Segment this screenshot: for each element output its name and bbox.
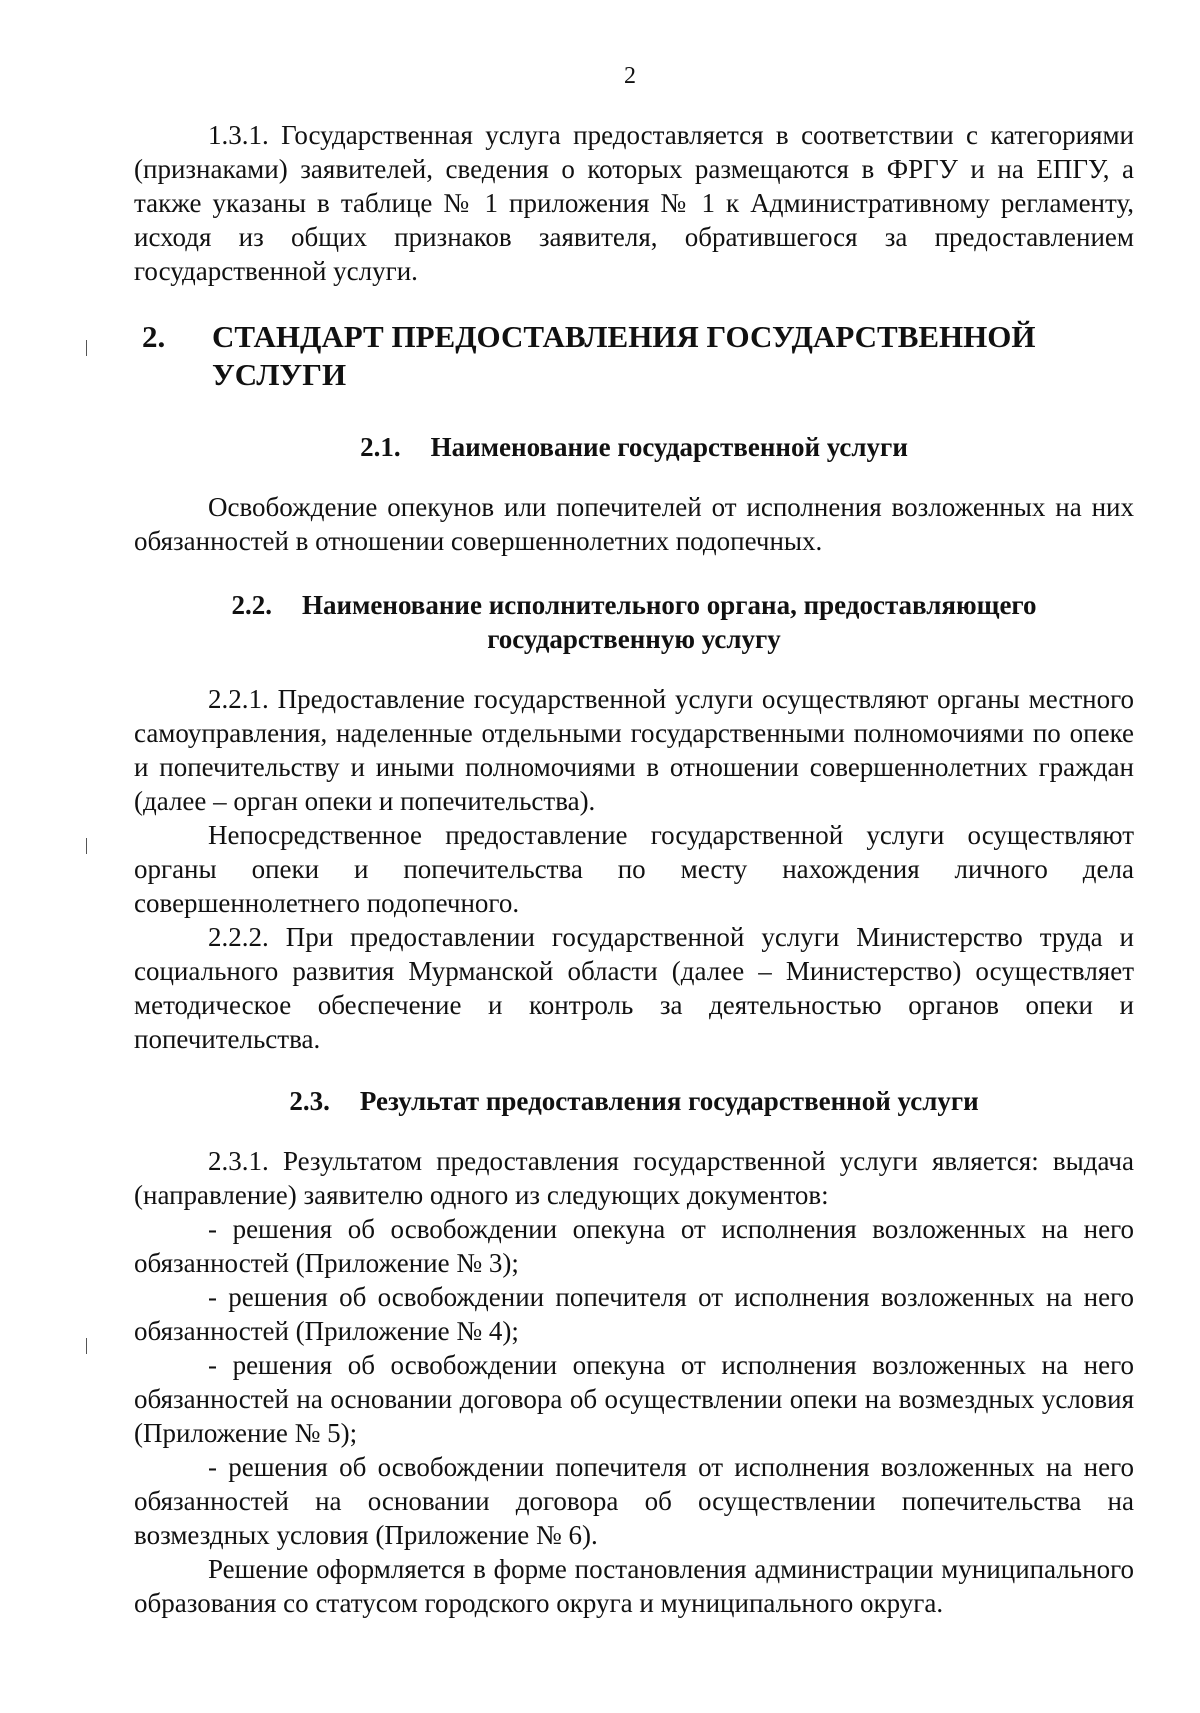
margin-mark bbox=[86, 340, 87, 356]
paragraph-decision: Решение оформляется в форме постановления администрации муниципального образования со статусом городского округа и муниципального округа. bbox=[134, 1554, 1134, 1618]
subsection-2-2-heading bbox=[134, 588, 1134, 656]
paragraph-2-1-body: Освобождение опекунов или попечителей от исполнения возложенных на них обязанностей в отношении совершеннолетних подопечных. bbox=[134, 492, 1134, 556]
paragraph-2-3-1: 2.3.1. Результатом предоставления государственной услуги является: выдача (направление) заявителю одного из следующих документов: bbox=[134, 1146, 1134, 1210]
subsection-2-1-heading bbox=[134, 430, 1134, 464]
section-2-heading bbox=[134, 318, 1134, 394]
subsection-title: Наименование государственной услуги bbox=[430, 432, 908, 462]
subsection-title: Результат предоставления государственной услуги bbox=[359, 1086, 979, 1116]
subsection-title-line-2: государственную услугу bbox=[487, 624, 781, 654]
list-item: - решения об освобождении попечителя от исполнения возложенных на него обязанностей (Приложение № 4); bbox=[134, 1282, 1134, 1346]
document-body bbox=[134, 118, 1134, 1620]
section-title: СТАНДАРТ ПРЕДОСТАВЛЕНИЯ ГОСУДАРСТВЕННОЙ УСЛУГИ bbox=[212, 319, 1036, 392]
page-number: 2 bbox=[624, 63, 636, 89]
list-item: - решения об освобождении опекуна от исполнения возложенных на него обязанностей на основании договора об осуществлении опеки на возмездных условия (Приложение № 5); bbox=[134, 1350, 1134, 1448]
section-number: 2. bbox=[142, 319, 166, 354]
list-item: - решения об освобождении попечителя от исполнения возложенных на него обязанностей на основании договора об осуществлении попечительства на возмездных условия (Приложение № 6). bbox=[134, 1452, 1134, 1550]
subsection-number: 2.3. bbox=[289, 1086, 330, 1116]
paragraph-direct-provision: Непосредственное предоставление государственной услуги осуществляют органы опеки и попечительства по месту нахождения личного дела совершеннолетнего подопечного. bbox=[134, 820, 1134, 918]
subsection-title-line-1: Наименование исполнительного органа, предоставляющего bbox=[301, 590, 1037, 620]
subsection-number: 2.2. bbox=[231, 590, 272, 620]
margin-mark bbox=[86, 838, 87, 854]
paragraph-2-2-1: 2.2.1. Предоставление государственной услуги осуществляют органы местного самоуправления, наделенные отдельными государственными полномочиями по опеке и попечительству и иными полномочиями в отношении совершеннолетних граждан (далее – орган опеки и попечительства). bbox=[134, 684, 1134, 816]
paragraph-2-2-2: 2.2.2. При предоставлении государственной услуги Министерство труда и социального развития Мурманской области (далее – Министерство) осуществляет методическое обеспечение и контроль за деятельностью органов опеки и попечительства. bbox=[134, 922, 1134, 1054]
subsection-number: 2.1. bbox=[360, 432, 401, 462]
subsection-2-3-heading bbox=[134, 1084, 1134, 1118]
list-item: - решения об освобождении опекуна от исполнения возложенных на него обязанностей (Приложение № 3); bbox=[134, 1214, 1134, 1278]
paragraph-1-3-1: 1.3.1. Государственная услуга предоставляется в соответствии с категориями (признаками) заявителей, сведения о которых размещаются в ФРГУ и на ЕПГУ, а также указаны в таблице № 1 приложения № 1 к Административному регламенту, исходя из общих признаков заявителя, обратившегося за предоставлением государственной услуги. bbox=[134, 120, 1134, 286]
margin-mark bbox=[86, 1338, 87, 1354]
